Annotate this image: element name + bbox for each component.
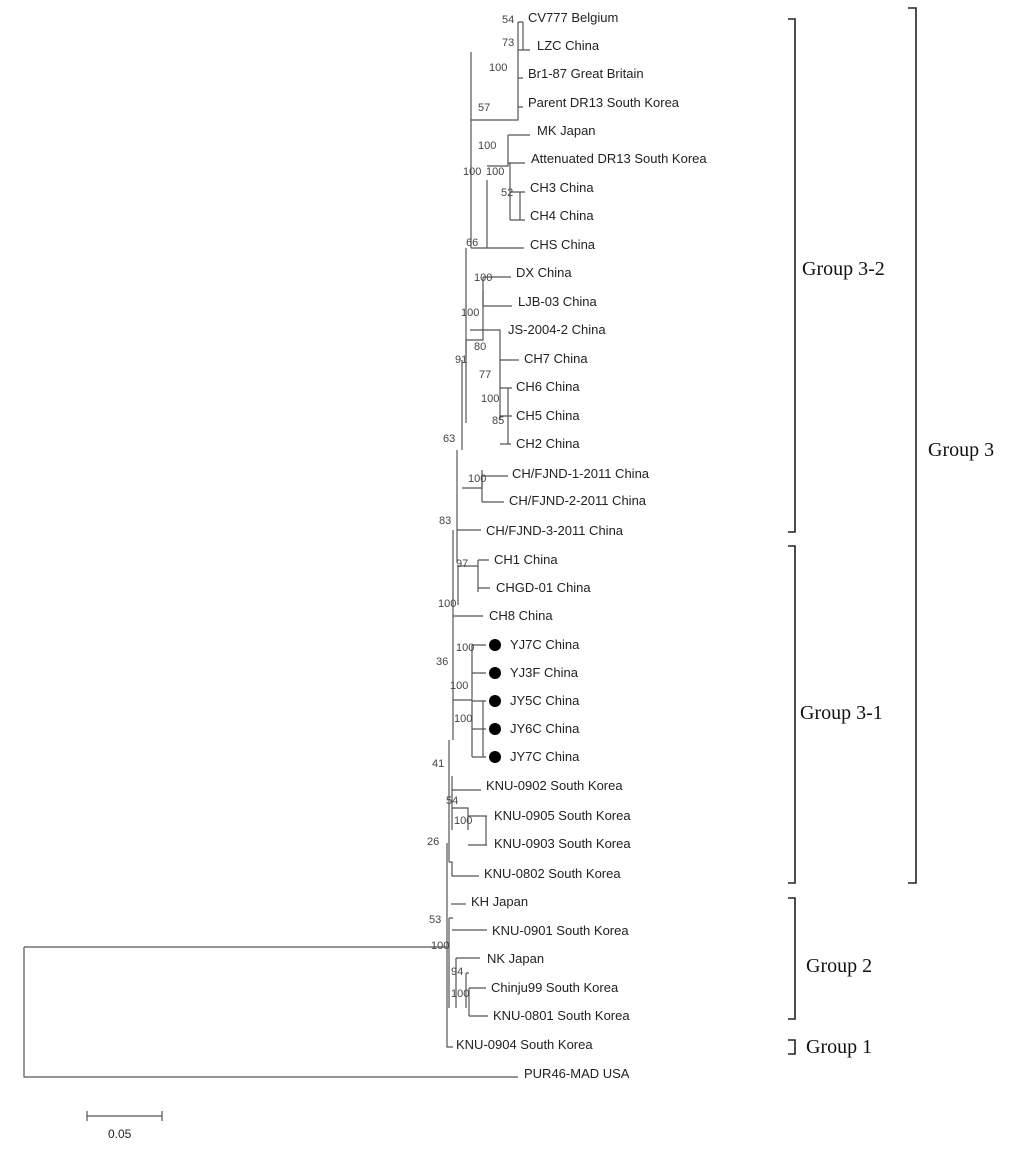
leaf-label: Br1-87 Great Britain <box>528 66 644 81</box>
bootstrap-value: 54 <box>502 14 515 26</box>
bootstrap-value: 91 <box>455 354 468 366</box>
leaf-label: KNU-0903 South Korea <box>494 836 631 851</box>
leaf-label: LJB-03 China <box>518 294 597 309</box>
leaf-label: NK Japan <box>487 951 545 966</box>
group-brackets <box>788 8 916 1054</box>
bootstrap-value: 100 <box>468 473 487 485</box>
leaf-label: CH2 China <box>516 436 580 451</box>
leaf-label: PUR46-MAD USA <box>524 1066 630 1081</box>
bootstrap-value: 100 <box>438 598 457 610</box>
leaf-label: JY5C China <box>510 693 580 708</box>
bootstrap-value: 100 <box>461 307 480 319</box>
bootstrap-value: 100 <box>481 393 500 405</box>
bootstrap-value: 36 <box>436 656 449 668</box>
bootstrap-value: 73 <box>502 37 515 49</box>
bootstrap-value: 97 <box>456 558 469 570</box>
leaf-label: YJ7C China <box>510 637 580 652</box>
leaf-markers <box>489 639 501 763</box>
scale-bar-line <box>87 1111 162 1121</box>
marker-dot-jy6c <box>489 723 501 735</box>
leaf-label: CHGD-01 China <box>496 580 591 595</box>
marker-dot-jy7c <box>489 751 501 763</box>
scale-bar-label: 0.05 <box>108 1127 132 1141</box>
leaf-label: KNU-0901 South Korea <box>492 923 629 938</box>
leaf-label: Attenuated DR13 South Korea <box>531 151 707 166</box>
tree-branch <box>478 560 490 592</box>
leaf-label: JY6C China <box>510 721 580 736</box>
scale-bar <box>87 1111 162 1141</box>
bootstrap-value: 100 <box>454 815 473 827</box>
leaf-label: CH3 China <box>530 180 594 195</box>
bracket-group-3 <box>908 8 916 883</box>
leaf-label: CV777 Belgium <box>528 10 619 25</box>
leaf-label: JY7C China <box>510 749 580 764</box>
bootstrap-value: 100 <box>450 680 469 692</box>
leaf-label: CH8 China <box>489 608 553 623</box>
bootstrap-value: 63 <box>443 433 456 445</box>
bootstrap-value: 100 <box>454 713 473 725</box>
bootstrap-value: 100 <box>456 642 475 654</box>
leaf-label: CH4 China <box>530 208 594 223</box>
tree-branch <box>469 988 488 1016</box>
tree-branch <box>508 135 530 163</box>
leaf-label: CH/FJND-1-2011 China <box>512 466 650 481</box>
tree-branch <box>449 862 479 876</box>
group-label-3-2: Group 3-2 <box>802 258 885 280</box>
bracket-group-2 <box>788 898 795 1019</box>
bootstrap-value: 100 <box>489 62 508 74</box>
leaf-label: Parent DR13 South Korea <box>528 95 680 110</box>
group-label-3: Group 3 <box>928 439 995 461</box>
bracket-group-1 <box>788 1040 795 1054</box>
group-label-3-1: Group 3-1 <box>800 702 883 724</box>
tree-branch <box>24 947 518 1077</box>
bootstrap-value: 66 <box>466 237 479 249</box>
group-labels <box>800 258 994 1058</box>
marker-dot-jy5c <box>489 695 501 707</box>
leaf-label: KNU-0802 South Korea <box>484 866 621 881</box>
leaf-label: LZC China <box>537 38 600 53</box>
bootstrap-value: 52 <box>501 187 514 199</box>
leaf-label: JS-2004-2 China <box>508 322 606 337</box>
marker-dot-yj7c <box>489 639 501 651</box>
bootstrap-value: 41 <box>432 758 445 770</box>
bracket-group-3-1 <box>788 546 795 883</box>
leaf-label: CH6 China <box>516 379 580 394</box>
bootstrap-value: 26 <box>427 836 440 848</box>
leaf-label: CH/FJND-3-2011 China <box>486 523 624 538</box>
bootstrap-value: 77 <box>479 369 492 381</box>
bootstrap-value: 80 <box>474 341 487 353</box>
leaf-label: Chinju99 South Korea <box>491 980 619 995</box>
leaf-label: CHS China <box>530 237 596 252</box>
leaf-label: KNU-0902 South Korea <box>486 778 623 793</box>
tree-branches <box>24 22 530 1077</box>
bootstrap-value: 100 <box>486 166 505 178</box>
leaf-label: CH/FJND-2-2011 China <box>509 493 647 508</box>
group-label-1: Group 1 <box>806 1036 873 1058</box>
bootstrap-value: 100 <box>478 140 497 152</box>
bootstrap-value: 100 <box>431 940 450 952</box>
tree-branch <box>458 566 478 605</box>
leaf-label: CH1 China <box>494 552 558 567</box>
bootstrap-value: 83 <box>439 515 452 527</box>
bracket-group-3-2 <box>788 19 795 532</box>
leaf-label: KNU-0905 South Korea <box>494 808 631 823</box>
marker-dot-yj3f <box>489 667 501 679</box>
tree-branch <box>500 360 519 444</box>
leaf-label: CH5 China <box>516 408 580 423</box>
leaf-label: DX China <box>516 265 572 280</box>
leaf-label: KH Japan <box>471 894 529 909</box>
bootstrap-value: 85 <box>492 415 505 427</box>
bootstrap-value: 53 <box>429 914 442 926</box>
bootstrap-value: 54 <box>446 795 459 807</box>
bootstrap-value: 94 <box>451 966 464 978</box>
bootstrap-value: 100 <box>451 988 470 1000</box>
bootstrap-value: 100 <box>463 166 482 178</box>
leaf-label: KNU-0904 South Korea <box>456 1037 593 1052</box>
leaf-label: MK Japan <box>537 123 596 138</box>
leaf-label: YJ3F China <box>510 665 578 680</box>
group-label-2: Group 2 <box>806 955 873 977</box>
bootstrap-value: 100 <box>474 272 493 284</box>
bootstrap-value: 57 <box>478 102 491 114</box>
leaf-label: KNU-0801 South Korea <box>493 1008 630 1023</box>
leaf-label: CH7 China <box>524 351 588 366</box>
tree-branch <box>472 645 486 757</box>
